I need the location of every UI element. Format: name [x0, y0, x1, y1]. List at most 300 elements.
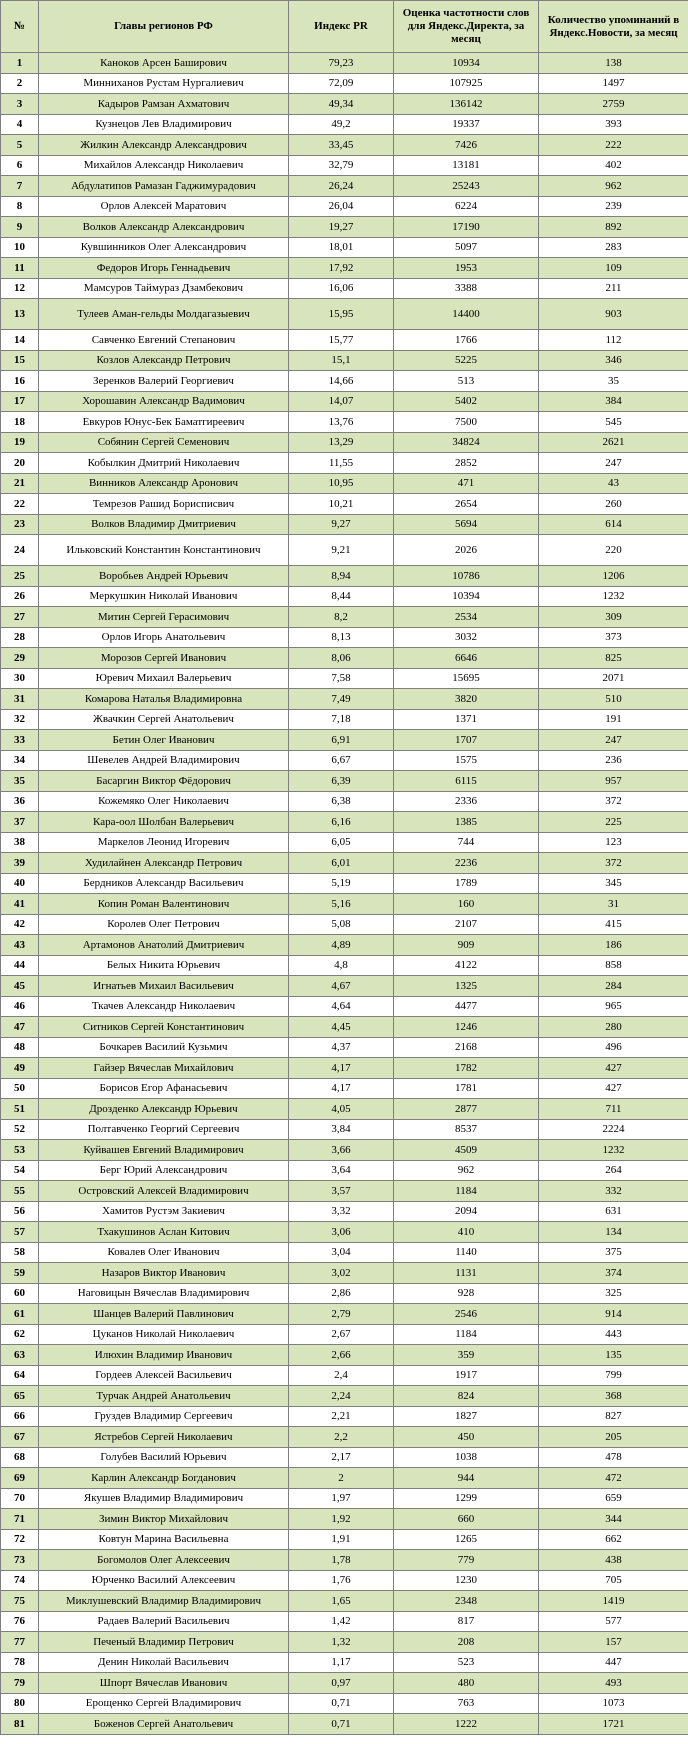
table-row: [1, 1201, 688, 1222]
table-row: [1, 750, 688, 771]
table-row: [1, 730, 688, 751]
row-number: 17: [1, 391, 39, 412]
pr-index: 15,1: [289, 350, 394, 371]
pr-index: 0,97: [289, 1673, 394, 1694]
column-header-number: №: [1, 1, 39, 53]
yandex-news-mentions: 662: [539, 1529, 688, 1550]
governor-name: Боженов Сергей Анатольевич: [39, 1714, 289, 1735]
yandex-news-mentions: 345: [539, 873, 688, 894]
yandex-direct-frequency: 744: [394, 832, 539, 853]
row-number: 53: [1, 1140, 39, 1161]
table-row: [1, 176, 688, 197]
row-number: 48: [1, 1037, 39, 1058]
yandex-news-mentions: 1232: [539, 1140, 688, 1161]
table-row: [1, 627, 688, 648]
table-row: [1, 432, 688, 453]
row-number: 51: [1, 1099, 39, 1120]
pr-index: 6,01: [289, 853, 394, 874]
yandex-direct-frequency: 14400: [394, 299, 539, 330]
table-row: [1, 648, 688, 669]
yandex-direct-frequency: 6115: [394, 771, 539, 792]
pr-index: 15,77: [289, 330, 394, 351]
yandex-news-mentions: 2759: [539, 94, 688, 115]
governor-name: Маркелов Леонид Игоревич: [39, 832, 289, 853]
pr-index: 14,66: [289, 371, 394, 392]
governor-name: Якушев Владимир Владимирович: [39, 1488, 289, 1509]
row-number: 39: [1, 853, 39, 874]
table-row: [1, 1632, 688, 1653]
row-number: 37: [1, 812, 39, 833]
pr-index: 1,92: [289, 1509, 394, 1530]
pr-index: 5,16: [289, 894, 394, 915]
yandex-direct-frequency: 1038: [394, 1447, 539, 1468]
yandex-news-mentions: 43: [539, 473, 688, 494]
yandex-news-mentions: 1419: [539, 1591, 688, 1612]
yandex-direct-frequency: 2654: [394, 494, 539, 515]
governor-name: Богомолов Олег Алексеевич: [39, 1550, 289, 1571]
governor-name: Бетин Олег Иванович: [39, 730, 289, 751]
row-number: 11: [1, 258, 39, 279]
row-number: 54: [1, 1160, 39, 1181]
table-row: [1, 935, 688, 956]
table-row: [1, 330, 688, 351]
yandex-news-mentions: 191: [539, 709, 688, 730]
yandex-direct-frequency: 1265: [394, 1529, 539, 1550]
yandex-direct-frequency: 34824: [394, 432, 539, 453]
table-row: [1, 1468, 688, 1489]
column-header-yandex-news-mentions: Количество упоминаний в Яндекс.Новости, за месяц: [539, 1, 688, 53]
governor-name: Шанцев Валерий Павлинович: [39, 1304, 289, 1325]
pr-index: 2,79: [289, 1304, 394, 1325]
governor-name: Ткачев Александр Николаевич: [39, 996, 289, 1017]
yandex-news-mentions: 443: [539, 1324, 688, 1345]
yandex-news-mentions: 368: [539, 1386, 688, 1407]
row-number: 23: [1, 514, 39, 535]
column-header-pr-index: Индекс PR: [289, 1, 394, 53]
governor-name: Кожемяко Олег Николаевич: [39, 791, 289, 812]
yandex-news-mentions: 375: [539, 1242, 688, 1263]
table-row: [1, 1160, 688, 1181]
yandex-direct-frequency: 817: [394, 1611, 539, 1632]
table-row: [1, 196, 688, 217]
governor-name: Копин Роман Валентинович: [39, 894, 289, 915]
pr-index: 4,17: [289, 1078, 394, 1099]
table-row: [1, 514, 688, 535]
row-number: 77: [1, 1632, 39, 1653]
yandex-direct-frequency: 824: [394, 1386, 539, 1407]
table-row: [1, 155, 688, 176]
yandex-news-mentions: 427: [539, 1058, 688, 1079]
yandex-direct-frequency: 19337: [394, 114, 539, 135]
row-number: 12: [1, 278, 39, 299]
table-row: [1, 1652, 688, 1673]
pr-index: 3,64: [289, 1160, 394, 1181]
row-number: 32: [1, 709, 39, 730]
table-row: [1, 894, 688, 915]
table-row: [1, 1119, 688, 1140]
table-row: [1, 771, 688, 792]
governor-name: Голубев Василий Юрьевич: [39, 1447, 289, 1468]
pr-index: 11,55: [289, 453, 394, 474]
pr-index: 9,27: [289, 514, 394, 535]
row-number: 68: [1, 1447, 39, 1468]
yandex-news-mentions: 372: [539, 853, 688, 874]
governor-name: Винников Александр Аронович: [39, 473, 289, 494]
pr-index: 79,23: [289, 53, 394, 74]
table-row: [1, 1406, 688, 1427]
governor-name: Куйвашев Евгений Владимирович: [39, 1140, 289, 1161]
row-number: 78: [1, 1652, 39, 1673]
pr-index: 2,67: [289, 1324, 394, 1345]
table-row: [1, 996, 688, 1017]
yandex-news-mentions: 186: [539, 935, 688, 956]
row-number: 62: [1, 1324, 39, 1345]
yandex-news-mentions: 438: [539, 1550, 688, 1571]
row-number: 9: [1, 217, 39, 238]
governor-name: Белых Никита Юрьевич: [39, 955, 289, 976]
governor-name: Собянин Сергей Семенович: [39, 432, 289, 453]
header-row: [1, 1, 688, 53]
row-number: 3: [1, 94, 39, 115]
yandex-direct-frequency: 962: [394, 1160, 539, 1181]
table-row: [1, 976, 688, 997]
yandex-news-mentions: 914: [539, 1304, 688, 1325]
yandex-direct-frequency: 1222: [394, 1714, 539, 1735]
yandex-direct-frequency: 763: [394, 1693, 539, 1714]
governor-name: Островский Алексей Владимирович: [39, 1181, 289, 1202]
yandex-direct-frequency: 2852: [394, 453, 539, 474]
yandex-news-mentions: 614: [539, 514, 688, 535]
governor-name: Минниханов Рустам Нургалиевич: [39, 73, 289, 94]
governor-name: Тулеев Аман-гельды Молдагазыевич: [39, 299, 289, 330]
row-number: 57: [1, 1222, 39, 1243]
row-number: 31: [1, 689, 39, 710]
yandex-news-mentions: 825: [539, 648, 688, 669]
table-row: [1, 114, 688, 135]
pr-index: 7,58: [289, 668, 394, 689]
governor-name: Меркушкин Николай Иванович: [39, 586, 289, 607]
row-number: 22: [1, 494, 39, 515]
governor-name: Темрезов Рашид Борисписвич: [39, 494, 289, 515]
yandex-news-mentions: 496: [539, 1037, 688, 1058]
governor-name: Михайлов Александр Николаевич: [39, 155, 289, 176]
yandex-direct-frequency: 7500: [394, 412, 539, 433]
governor-name: Басаргин Виктор Фёдорович: [39, 771, 289, 792]
pr-index: 1,91: [289, 1529, 394, 1550]
pr-index: 1,78: [289, 1550, 394, 1571]
pr-index: 8,44: [289, 586, 394, 607]
yandex-news-mentions: 427: [539, 1078, 688, 1099]
yandex-news-mentions: 415: [539, 914, 688, 935]
table-row: [1, 873, 688, 894]
yandex-direct-frequency: 1325: [394, 976, 539, 997]
pr-index: 8,94: [289, 566, 394, 587]
governor-name: Савченко Евгений Степанович: [39, 330, 289, 351]
pr-index: 1,97: [289, 1488, 394, 1509]
yandex-direct-frequency: 2236: [394, 853, 539, 874]
yandex-news-mentions: 1721: [539, 1714, 688, 1735]
yandex-direct-frequency: 450: [394, 1427, 539, 1448]
governor-name: Евкуров Юнус-Бек Баматгиреевич: [39, 412, 289, 433]
governor-name: Козлов Александр Петрович: [39, 350, 289, 371]
row-number: 24: [1, 535, 39, 566]
row-number: 20: [1, 453, 39, 474]
pr-index: 17,92: [289, 258, 394, 279]
pr-index: 19,27: [289, 217, 394, 238]
table-row: [1, 1447, 688, 1468]
yandex-direct-frequency: 2168: [394, 1037, 539, 1058]
pr-index: 26,24: [289, 176, 394, 197]
governor-name: Кувшинников Олег Александрович: [39, 237, 289, 258]
column-header-governor: Главы регионов РФ: [39, 1, 289, 53]
yandex-news-mentions: 346: [539, 350, 688, 371]
pr-index: 49,34: [289, 94, 394, 115]
pr-index: 8,2: [289, 607, 394, 628]
row-number: 72: [1, 1529, 39, 1550]
governor-name: Кузнецов Лев Владимирович: [39, 114, 289, 135]
table-row: [1, 1304, 688, 1325]
yandex-news-mentions: 1497: [539, 73, 688, 94]
yandex-news-mentions: 247: [539, 453, 688, 474]
governor-name: Воробьев Андрей Юрьевич: [39, 566, 289, 587]
governor-name: Юревич Михаил Валерьевич: [39, 668, 289, 689]
table-row: [1, 1714, 688, 1735]
yandex-news-mentions: 892: [539, 217, 688, 238]
pr-index: 9,21: [289, 535, 394, 566]
row-number: 80: [1, 1693, 39, 1714]
yandex-news-mentions: 393: [539, 114, 688, 135]
pr-index: 6,38: [289, 791, 394, 812]
yandex-direct-frequency: 1953: [394, 258, 539, 279]
pr-index: 6,05: [289, 832, 394, 853]
pr-index: 0,71: [289, 1693, 394, 1714]
yandex-news-mentions: 309: [539, 607, 688, 628]
yandex-direct-frequency: 17190: [394, 217, 539, 238]
yandex-direct-frequency: 10934: [394, 53, 539, 74]
row-number: 79: [1, 1673, 39, 1694]
table-row: [1, 1611, 688, 1632]
governor-name: Кара-оол Шолбан Валерьевич: [39, 812, 289, 833]
row-number: 64: [1, 1365, 39, 1386]
pr-index: 10,95: [289, 473, 394, 494]
table-row: [1, 1550, 688, 1571]
yandex-direct-frequency: 5694: [394, 514, 539, 535]
row-number: 46: [1, 996, 39, 1017]
pr-index: 6,39: [289, 771, 394, 792]
row-number: 30: [1, 668, 39, 689]
yandex-news-mentions: 373: [539, 627, 688, 648]
row-number: 58: [1, 1242, 39, 1263]
yandex-direct-frequency: 10394: [394, 586, 539, 607]
yandex-direct-frequency: 6646: [394, 648, 539, 669]
table-row: [1, 586, 688, 607]
pr-index: 1,17: [289, 1652, 394, 1673]
row-number: 70: [1, 1488, 39, 1509]
yandex-direct-frequency: 2336: [394, 791, 539, 812]
yandex-direct-frequency: 1299: [394, 1488, 539, 1509]
yandex-news-mentions: 284: [539, 976, 688, 997]
pr-index: 0,71: [289, 1714, 394, 1735]
row-number: 35: [1, 771, 39, 792]
yandex-news-mentions: 239: [539, 196, 688, 217]
table-row: [1, 258, 688, 279]
table-row: [1, 689, 688, 710]
row-number: 26: [1, 586, 39, 607]
pr-index: 4,67: [289, 976, 394, 997]
table-row: [1, 94, 688, 115]
governor-name: Назаров Виктор Иванович: [39, 1263, 289, 1284]
yandex-direct-frequency: 2546: [394, 1304, 539, 1325]
row-number: 42: [1, 914, 39, 935]
yandex-news-mentions: 123: [539, 832, 688, 853]
governor-name: Гордеев Алексей Васильевич: [39, 1365, 289, 1386]
table-row: [1, 1283, 688, 1304]
pr-index: 3,06: [289, 1222, 394, 1243]
table-row: [1, 607, 688, 628]
governor-name: Карлин Александр Богданович: [39, 1468, 289, 1489]
yandex-direct-frequency: 4509: [394, 1140, 539, 1161]
pr-index: 5,19: [289, 873, 394, 894]
yandex-news-mentions: 109: [539, 258, 688, 279]
pr-index: 2,17: [289, 1447, 394, 1468]
pr-index: 32,79: [289, 155, 394, 176]
pr-index: 14,07: [289, 391, 394, 412]
yandex-direct-frequency: 4122: [394, 955, 539, 976]
yandex-news-mentions: 402: [539, 155, 688, 176]
table-row: [1, 1140, 688, 1161]
yandex-news-mentions: 478: [539, 1447, 688, 1468]
pr-index: 4,89: [289, 935, 394, 956]
yandex-direct-frequency: 2107: [394, 914, 539, 935]
pr-index: 3,57: [289, 1181, 394, 1202]
row-number: 5: [1, 135, 39, 156]
row-number: 16: [1, 371, 39, 392]
row-number: 71: [1, 1509, 39, 1530]
yandex-direct-frequency: 13181: [394, 155, 539, 176]
governor-name: Федоров Игорь Геннадьевич: [39, 258, 289, 279]
pr-index: 1,32: [289, 1632, 394, 1653]
yandex-direct-frequency: 2348: [394, 1591, 539, 1612]
yandex-news-mentions: 2621: [539, 432, 688, 453]
governor-name: Игнатьев Михаил Васильевич: [39, 976, 289, 997]
table-row: [1, 473, 688, 494]
row-number: 28: [1, 627, 39, 648]
pr-index: 2,21: [289, 1406, 394, 1427]
table-row: [1, 1488, 688, 1509]
governor-name: Митин Сергей Герасимович: [39, 607, 289, 628]
row-number: 75: [1, 1591, 39, 1612]
yandex-news-mentions: 799: [539, 1365, 688, 1386]
governor-name: Ерощенко Сергей Владимирович: [39, 1693, 289, 1714]
governor-name: Берг Юрий Александрович: [39, 1160, 289, 1181]
row-number: 38: [1, 832, 39, 853]
table-row: [1, 371, 688, 392]
row-number: 45: [1, 976, 39, 997]
governor-name: Печеный Владимир Петрович: [39, 1632, 289, 1653]
table-row: [1, 668, 688, 689]
yandex-direct-frequency: 107925: [394, 73, 539, 94]
yandex-direct-frequency: 1575: [394, 750, 539, 771]
row-number: 40: [1, 873, 39, 894]
yandex-direct-frequency: 4477: [394, 996, 539, 1017]
pr-index: 10,21: [289, 494, 394, 515]
yandex-news-mentions: 205: [539, 1427, 688, 1448]
pr-index: 2,24: [289, 1386, 394, 1407]
yandex-news-mentions: 31: [539, 894, 688, 915]
pr-index: 72,09: [289, 73, 394, 94]
row-number: 25: [1, 566, 39, 587]
governor-name: Орлов Алексей Маратович: [39, 196, 289, 217]
yandex-direct-frequency: 480: [394, 1673, 539, 1694]
governor-name: Бердников Александр Васильевич: [39, 873, 289, 894]
table-row: [1, 1181, 688, 1202]
row-number: 7: [1, 176, 39, 197]
table-row: [1, 853, 688, 874]
table-row: [1, 494, 688, 515]
pr-index: 26,04: [289, 196, 394, 217]
governor-name: Худилайнен Александр Петрович: [39, 853, 289, 874]
governor-name: Тхакушинов Аслан Китович: [39, 1222, 289, 1243]
row-number: 61: [1, 1304, 39, 1325]
table-row: [1, 914, 688, 935]
yandex-news-mentions: 1206: [539, 566, 688, 587]
pr-index: 2: [289, 1468, 394, 1489]
pr-index: 4,45: [289, 1017, 394, 1038]
governor-name: Гайзер Вячеслав Михайлович: [39, 1058, 289, 1079]
yandex-news-mentions: 372: [539, 791, 688, 812]
yandex-direct-frequency: 359: [394, 1345, 539, 1366]
row-number: 27: [1, 607, 39, 628]
table-row: [1, 566, 688, 587]
yandex-direct-frequency: 1766: [394, 330, 539, 351]
yandex-news-mentions: 35: [539, 371, 688, 392]
pr-index: 18,01: [289, 237, 394, 258]
table-row: [1, 299, 688, 330]
table-row: [1, 53, 688, 74]
pr-index: 7,49: [289, 689, 394, 710]
yandex-news-mentions: 2071: [539, 668, 688, 689]
table-row: [1, 1591, 688, 1612]
table-row: [1, 1570, 688, 1591]
row-number: 69: [1, 1468, 39, 1489]
table-row: [1, 1242, 688, 1263]
yandex-news-mentions: 332: [539, 1181, 688, 1202]
yandex-direct-frequency: 928: [394, 1283, 539, 1304]
governor-name: Абдулатипов Рамазан Гаджимурадович: [39, 176, 289, 197]
governor-name: Борисов Егор Афанасьевич: [39, 1078, 289, 1099]
governor-name: Волков Владимир Дмитриевич: [39, 514, 289, 535]
governor-name: Миклушевский Владимир Владимирович: [39, 1591, 289, 1612]
row-number: 65: [1, 1386, 39, 1407]
row-number: 47: [1, 1017, 39, 1038]
pr-index: 33,45: [289, 135, 394, 156]
row-number: 59: [1, 1263, 39, 1284]
pr-index: 4,64: [289, 996, 394, 1017]
table-row: [1, 1529, 688, 1550]
table-header: [1, 1, 688, 53]
table-row: [1, 1017, 688, 1038]
yandex-direct-frequency: 7426: [394, 135, 539, 156]
pr-index: 3,84: [289, 1119, 394, 1140]
table-row: [1, 217, 688, 238]
row-number: 2: [1, 73, 39, 94]
governor-name: Ястребов Сергей Николаевич: [39, 1427, 289, 1448]
table-row: [1, 278, 688, 299]
row-number: 1: [1, 53, 39, 74]
table-row: [1, 832, 688, 853]
table-row: [1, 412, 688, 433]
table-row: [1, 1099, 688, 1120]
